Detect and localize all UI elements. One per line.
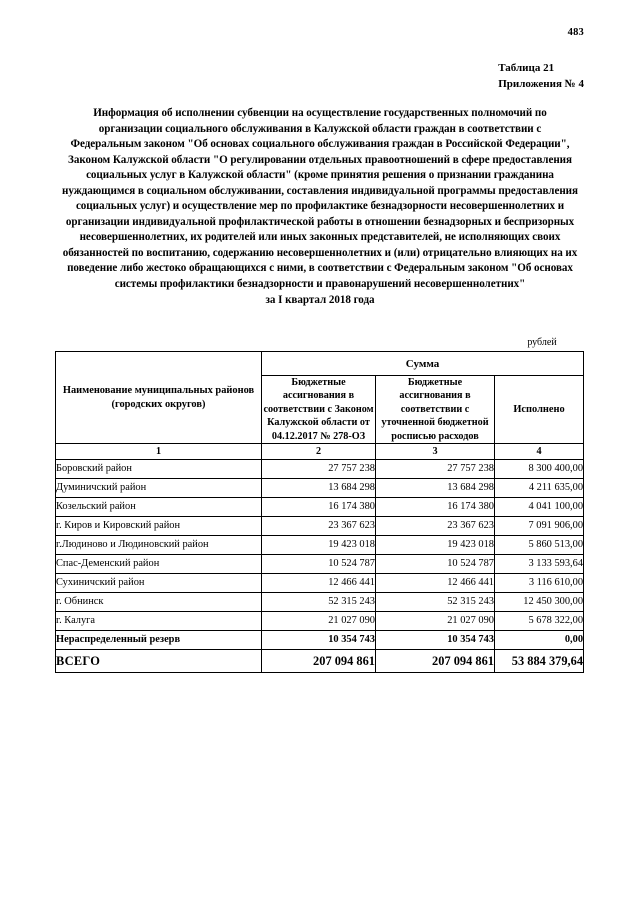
table-column-numbering-row bbox=[56, 444, 584, 460]
cell-updated-appropriations: 23 367 623 bbox=[376, 517, 495, 536]
cell-municipality: Думиничский район bbox=[56, 479, 262, 498]
cell-executed: 7 091 906,00 bbox=[495, 517, 584, 536]
cell-law-appropriations: 52 315 243 bbox=[262, 593, 376, 612]
column-header-law-appropriations: Бюджетные ассигнования в соответствии с Законом Калужской области от 04.12.2017 № 278-ОЗ bbox=[263, 377, 374, 442]
cell-municipality: Спас-Деменский район bbox=[56, 555, 262, 574]
table-row bbox=[56, 574, 584, 593]
title-period: за I квартал 2018 года bbox=[265, 293, 375, 306]
cell-executed: 4 211 635,00 bbox=[495, 479, 584, 498]
cell-municipality: г. Киров и Кировский район bbox=[56, 517, 262, 536]
column-number-4: 4 bbox=[495, 444, 584, 460]
cell-law-appropriations: 27 757 238 bbox=[262, 460, 376, 479]
cell-executed: 8 300 400,00 bbox=[495, 460, 584, 479]
column-header-executed: Исполнено bbox=[495, 376, 584, 444]
cell-updated-appropriations: 10 354 743 bbox=[376, 631, 495, 650]
cell-municipality: Козельский район bbox=[56, 498, 262, 517]
table-header-row-group bbox=[56, 352, 584, 376]
cell-municipality: г. Обнинск bbox=[56, 593, 262, 612]
cell-law-appropriations: 13 684 298 bbox=[262, 479, 376, 498]
total-executed: 53 884 379,64 bbox=[495, 650, 584, 673]
cell-executed: 3 116 610,00 bbox=[495, 574, 584, 593]
table-row bbox=[56, 460, 584, 479]
title-body: Информация об исполнении субвенции на осуществление государственных полномочий по организации социального обслуживания в Калужской области граждан в соответствии с Федеральным законом "Об основах социального обслуживания граждан в Российской Федерации", Законом Калужской области "О регулировании отдельных правоотношений в сфере предоставления социальных услуг в Калужской области" (кроме принятия решения о признании гражданина нуждающимся в социальном обслуживании, составления индивидуальной программы предоставления социальных услуг) и осуществление мер по профилактике безнадзорности несовершеннолетних и организации индивидуальной профилактической работы в отношении безнадзорных и беспризорных несовершеннолетних, их родителей или иных законных представителей, не исполняющих своих обязанностей по воспитанию, содержанию несовершеннолетних и (или) отрицательно влияющих на их поведение либо жестоко обращающихся с ними, в соответствии с Федеральным законом "Об основах системы профилактики безнадзорности и правонарушений несовершеннолетних" bbox=[62, 107, 578, 291]
cell-executed: 12 450 300,00 bbox=[495, 593, 584, 612]
financial-table bbox=[55, 351, 584, 673]
cell-law-appropriations: 23 367 623 bbox=[262, 517, 376, 536]
cell-law-appropriations: 21 027 090 bbox=[262, 612, 376, 631]
cell-updated-appropriations: 12 466 441 bbox=[376, 574, 495, 593]
page-title bbox=[62, 106, 578, 308]
cell-law-appropriations: 10 354 743 bbox=[262, 631, 376, 650]
cell-updated-appropriations: 13 684 298 bbox=[376, 479, 495, 498]
page-number: 483 bbox=[567, 27, 584, 38]
total-updated-appropriations: 207 094 861 bbox=[376, 650, 495, 673]
total-law-appropriations: 207 094 861 bbox=[262, 650, 376, 673]
table-body bbox=[56, 460, 584, 673]
cell-municipality: г. Калуга bbox=[56, 612, 262, 631]
caption-appendix-number: Приложения № 4 bbox=[498, 77, 584, 90]
cell-executed: 5 860 513,00 bbox=[495, 536, 584, 555]
cell-executed: 0,00 bbox=[495, 631, 584, 650]
financial-table-container bbox=[55, 351, 583, 673]
cell-law-appropriations: 19 423 018 bbox=[262, 536, 376, 555]
units-label: рублей bbox=[527, 337, 557, 348]
cell-updated-appropriations: 21 027 090 bbox=[376, 612, 495, 631]
total-label: ВСЕГО bbox=[56, 650, 262, 673]
column-header-municipality: Наименование муниципальных районов (городских округов) bbox=[56, 352, 262, 444]
table-head bbox=[56, 352, 584, 460]
table-row bbox=[56, 593, 584, 612]
cell-municipality: Сухиничский район bbox=[56, 574, 262, 593]
cell-municipality: Нераспределенный резерв bbox=[56, 631, 262, 650]
cell-municipality: г.Людиново и Людиновский район bbox=[56, 536, 262, 555]
table-row bbox=[56, 517, 584, 536]
column-number-1: 1 bbox=[56, 444, 262, 460]
cell-updated-appropriations: 10 524 787 bbox=[376, 555, 495, 574]
cell-municipality: Боровский район bbox=[56, 460, 262, 479]
caption-table-number: Таблица 21 bbox=[498, 62, 555, 74]
table-row bbox=[56, 498, 584, 517]
cell-law-appropriations: 10 524 787 bbox=[262, 555, 376, 574]
cell-updated-appropriations: 19 423 018 bbox=[376, 536, 495, 555]
table-row bbox=[56, 612, 584, 631]
table-row bbox=[56, 631, 584, 650]
column-header-updated-appropriations: Бюджетные ассигнования в соответствии с уточненной бюджетной росписью расходов bbox=[376, 376, 495, 444]
cell-updated-appropriations: 52 315 243 bbox=[376, 593, 495, 612]
cell-executed: 3 133 593,64 bbox=[495, 555, 584, 574]
table-row bbox=[56, 536, 584, 555]
column-header-sum-group: Сумма bbox=[262, 352, 584, 376]
table-row bbox=[56, 555, 584, 574]
column-number-2: 2 bbox=[262, 444, 376, 460]
cell-updated-appropriations: 27 757 238 bbox=[376, 460, 495, 479]
cell-executed: 5 678 322,00 bbox=[495, 612, 584, 631]
table-total-row bbox=[56, 650, 584, 673]
cell-law-appropriations: 12 466 441 bbox=[262, 574, 376, 593]
document-caption bbox=[498, 61, 584, 92]
column-number-3: 3 bbox=[376, 444, 495, 460]
cell-updated-appropriations: 16 174 380 bbox=[376, 498, 495, 517]
table-row bbox=[56, 479, 584, 498]
cell-law-appropriations: 16 174 380 bbox=[262, 498, 376, 517]
cell-executed: 4 041 100,00 bbox=[495, 498, 584, 517]
